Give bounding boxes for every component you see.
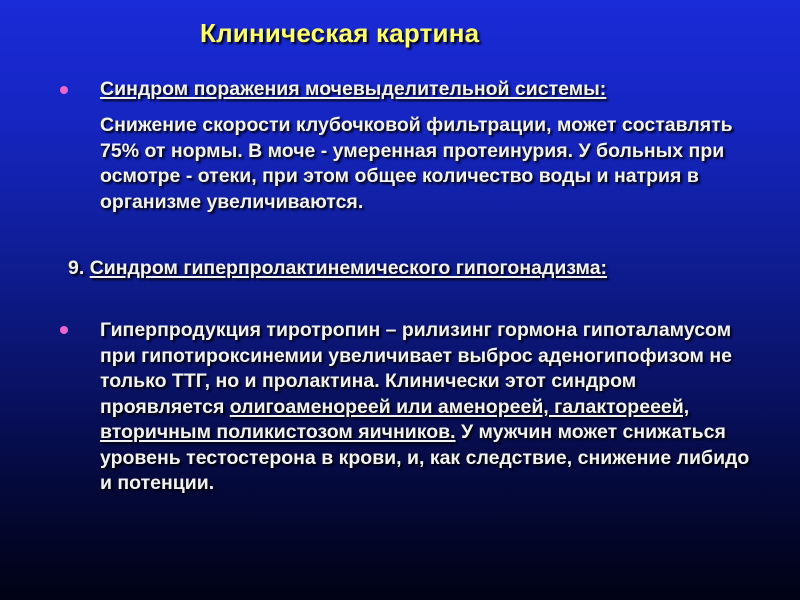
section2-text (100, 318, 750, 497)
bullet-icon (60, 86, 68, 94)
slide-title: Клиническая картина (200, 18, 480, 48)
bullet-icon (60, 326, 68, 334)
section2-text-part2: У мужчин может снижаться уровень тестостерона в крови, и, как следствие, снижение либидо и потенции. (100, 421, 750, 494)
section2-text-underlined: олигоаменореей или аменореей, галакторееей, вторичным поликистозом яичников. (100, 395, 690, 443)
section1-heading: Синдром поражения мочевыделительной системы: (100, 78, 607, 100)
section2-heading-block (68, 255, 608, 281)
section2-text-part1: Гиперпродукция тиротропин – рилизинг гормона гипоталамусом при гипотироксинемии увеличивает выброс аденогипофизом не только ТТГ, но и пролактина. Клинически этот синдром проявляется (100, 319, 732, 418)
section1-text: Снижение скорости клубочковой фильтрации, может составлять 75% от нормы. В моче - умеренная протеинурия. У больных при осмотре - отеки, при этом общее количество воды и натрия в организме увеличиваются. (100, 114, 733, 213)
section2-number: 9. (68, 257, 85, 279)
section2-heading: Синдром гиперпролактинемического гипогонадизма: (89, 257, 608, 279)
